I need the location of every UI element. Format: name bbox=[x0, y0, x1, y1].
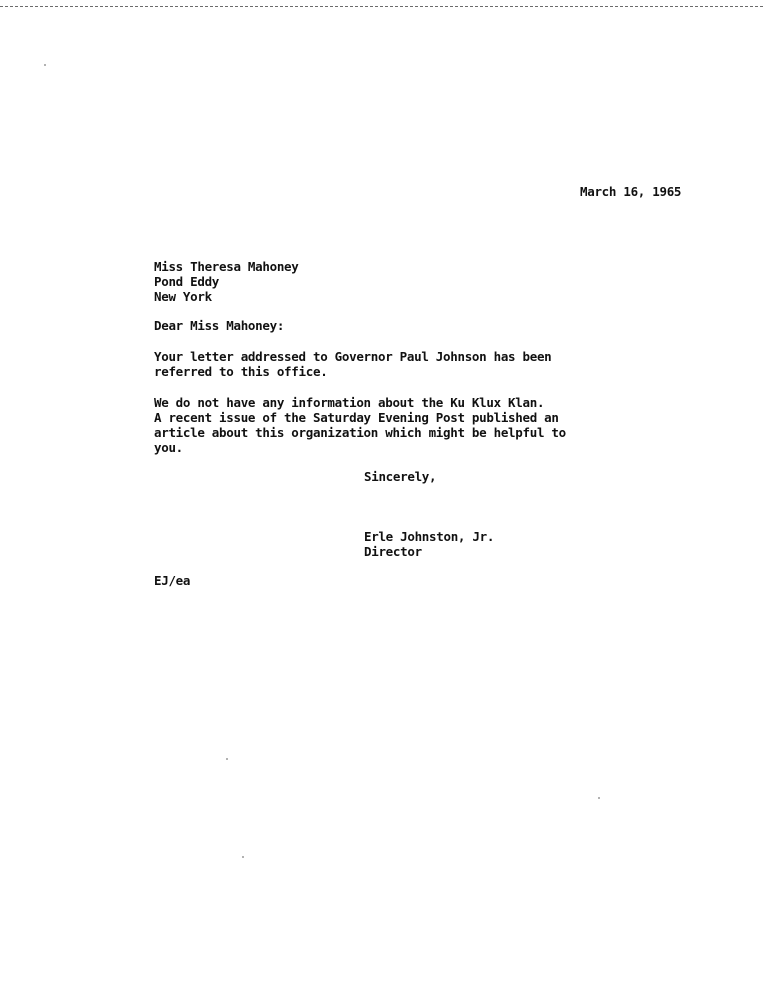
paper-speck bbox=[598, 797, 600, 799]
page-top-edge bbox=[0, 0, 763, 7]
recipient-address-line: New York bbox=[154, 289, 212, 304]
letter-date: March 16, 1965 bbox=[580, 184, 682, 199]
body-paragraph-2-line: We do not have any information about the Ku Klux Klan. bbox=[154, 395, 545, 410]
recipient-name: Miss Theresa Mahoney bbox=[154, 259, 299, 274]
body-paragraph-1-line: referred to this office. bbox=[154, 364, 328, 379]
paper-speck bbox=[242, 856, 244, 858]
body-paragraph-2-line: you. bbox=[154, 440, 183, 455]
reference-initials: EJ/ea bbox=[154, 573, 191, 588]
recipient-address-line: Pond Eddy bbox=[154, 274, 220, 289]
paper-speck bbox=[44, 64, 46, 66]
signer-title: Director bbox=[364, 544, 422, 559]
signer-name: Erle Johnston, Jr. bbox=[364, 529, 495, 544]
closing: Sincerely, bbox=[364, 469, 437, 484]
body-paragraph-2-line: A recent issue of the Saturday Evening Post published an bbox=[154, 410, 559, 425]
body-paragraph-1-line: Your letter addressed to Governor Paul Johnson has been bbox=[154, 349, 552, 364]
body-paragraph-2-line: article about this organization which might be helpful to bbox=[154, 425, 566, 440]
paper-speck bbox=[226, 758, 228, 760]
salutation: Dear Miss Mahoney: bbox=[154, 318, 285, 333]
